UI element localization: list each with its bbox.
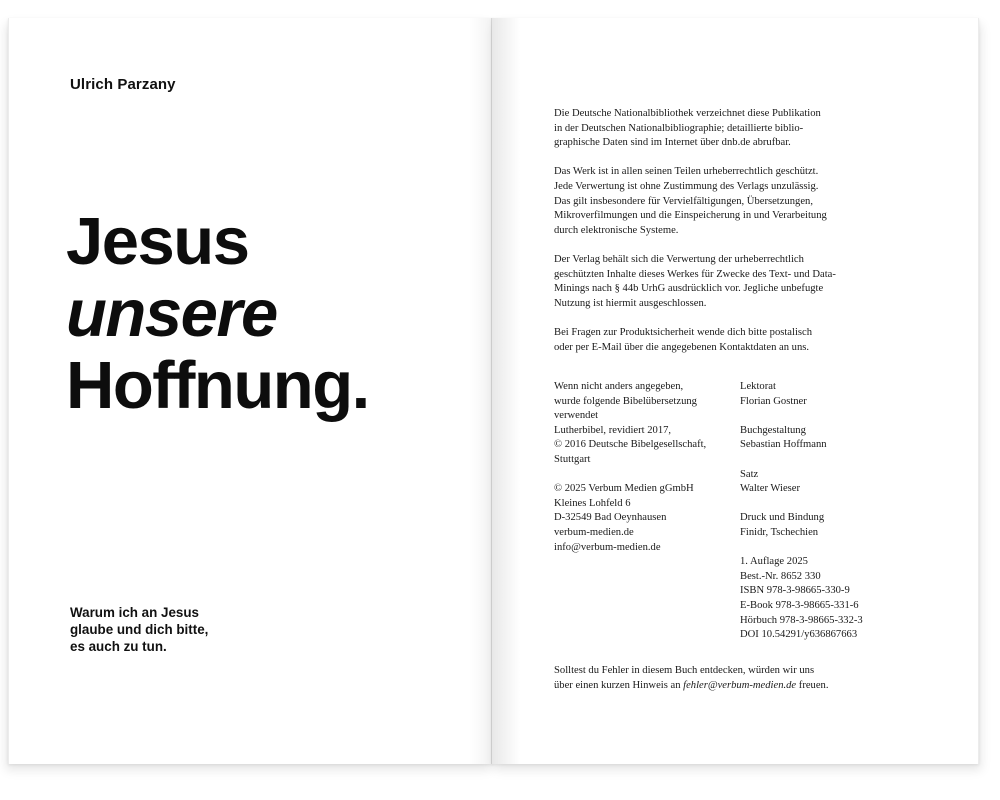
text-line: Satz [740,468,759,480]
text-line: graphische Daten sind im Internet über dnb.de abrufbar. [554,137,791,149]
edition-block [740,555,863,643]
text-line [554,679,829,694]
imprint-publisher-column [554,380,706,555]
text-line: Kleines Lohfeld 6 [554,497,631,509]
text-line: ISBN 978-3-98665-330-9 [740,585,850,597]
errata-text: freuen. [796,679,829,691]
spine-line [491,18,492,764]
errata-text: über einen kurzen Hinweis an [554,679,684,691]
text-line: Walter Wieser [740,483,800,495]
credit-block [740,468,863,497]
title-line: Jesus [66,204,249,279]
text-line: Lektorat [740,381,776,392]
text-line: Finidr, Tschechien [740,526,819,538]
text-line: Der Verlag behält sich die Verwertung der urheberrechtlich [554,253,804,265]
legal-paragraph [554,326,836,355]
text-line: Lutherbibel, revidiert 2017, [554,424,672,436]
text-line: D-32549 Bad Oeynhausen [554,512,667,524]
text-line: Solltest du Fehler in diesem Buch entdecken, würden wir uns [554,665,815,676]
subtitle-line: glaube und dich bitte, [70,622,209,637]
text-line: wurde folgende Bibelübersetzung [554,395,697,407]
subtitle-line: Warum ich an Jesus [70,605,199,620]
text-line: info@verbum-medien.de [554,541,661,553]
title-line: Hoffnung. [66,348,369,423]
text-line: Die Deutsche Nationalbibliothek verzeichnet diese Publikation [554,108,821,119]
errata-email: fehler@verbum-medien.de [683,679,797,691]
text-line: Das gilt insbesondere für Vervielfältigungen, Übersetzungen, [554,195,813,207]
author-name: Ulrich Parzany [70,76,176,93]
legal-paragraph [554,253,836,311]
text-line: geschützten Inhalte dieses Werkes für Zwecke des Text- und Data- [554,268,836,280]
text-line: © 2016 Deutsche Bibelgesellschaft, [554,439,707,451]
text-line: Wenn nicht anders angegeben, [554,381,684,392]
gutter-shadow [469,18,493,764]
text-line: Nutzung ist hiermit ausgeschlossen. [554,297,707,309]
credit-block [740,424,863,453]
text-line: E-Book 978-3-98665-331-6 [740,599,859,611]
text-line: DOI 10.54291/y636867663 [740,629,858,641]
text-line: Mikroverfilmungen und die Einspeicherung in und Verarbeitung [554,210,827,222]
subtitle-line: es auch zu tun. [70,639,167,654]
legal-paragraph [554,165,836,238]
text-line: Buchgestaltung [740,424,806,436]
text-line: Best.-Nr. 8652 330 [740,570,821,582]
text-line: Florian Gostner [740,395,807,407]
text-line: in der Deutschen Nationalbibliographie; detaillierte biblio- [554,122,804,134]
errata-note [554,664,829,693]
imprint-legal-text [554,107,836,355]
book-subtitle [70,604,208,655]
bible-translation-note [554,380,706,468]
text-line: Bei Fragen zur Produktsicherheit wende dich bitte postalisch [554,326,813,338]
text-line: Minings nach § 44b UrhG ausdrücklich vor. Jegliche unbefugte [554,283,824,295]
text-line: verbum-medien.de [554,526,634,538]
legal-paragraph [554,107,836,151]
gutter-shadow [492,18,520,764]
text-line: Druck und Bindung [740,512,825,524]
title-line: unsere [66,276,277,351]
text-line: verwendet [554,410,599,422]
book-title [66,206,369,422]
text-line: Jede Verwertung ist ohne Zustimmung des Verlags unzulässig. [554,180,819,192]
text-line: © 2025 Verbum Medien gGmbH [554,483,694,495]
imprint-credits-column [740,380,863,643]
text-line: Das Werk ist in allen seinen Teilen urheberrechtlich geschützt. [554,166,819,178]
credit-block [740,511,863,540]
credit-block [740,380,863,409]
publisher-address [554,482,706,555]
text-line: oder per E-Mail über die angegebenen Kontaktdaten an uns. [554,341,810,353]
text-line: 1. Auflage 2025 [740,556,808,568]
text-line: Sebastian Hoffmann [740,439,827,451]
text-line: Stuttgart [554,453,591,465]
text-line: Hörbuch 978-3-98665-332-3 [740,614,863,626]
text-line: durch elektronische Systeme. [554,224,679,236]
